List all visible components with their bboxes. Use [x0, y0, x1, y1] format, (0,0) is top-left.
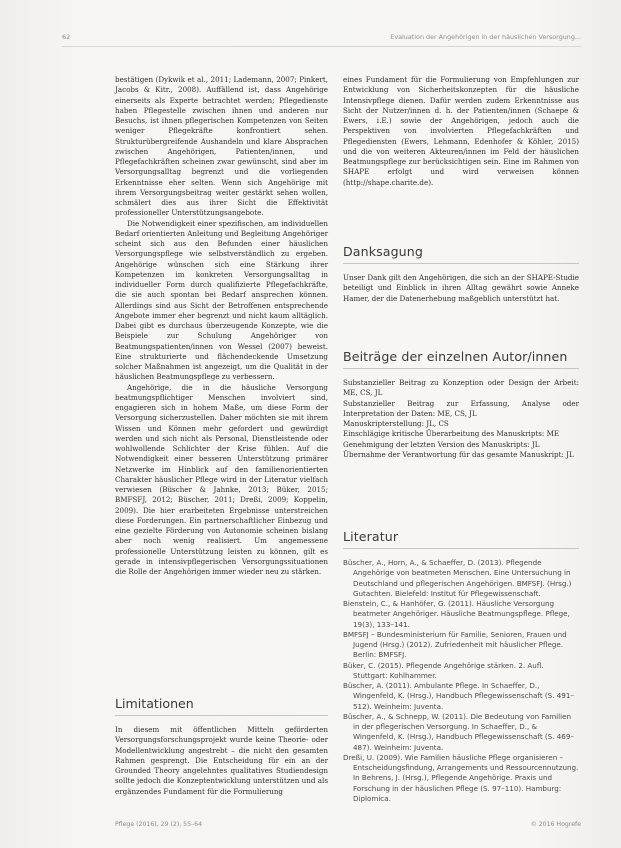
reference-entry: Büscher, A., & Schnepp, W. (2011). Die Bedeutung von Familien in der pflegerischen Versorgung. In Schaeffer, D., & Wingenfeld, K. (Hrsg.), Handbuch Pflegewissenschaft (S. 469–487). Weinheim: Juventa. — [343, 711, 574, 752]
literatur-heading: Literatur — [343, 529, 399, 544]
danksagung-divider — [343, 263, 579, 264]
beitraege-line: Substanzieller Beitrag zu Konzeption oder Design der Arbeit: ME, CS, JL — [343, 378, 579, 398]
limitations-text: In diesem mit öffentlichen Mitteln geförderten Versorgungsforschungsprojekt wurde keine Theorie- oder Modellentwicklung angestrebt – die nicht den gesamten Rahmen gesprengt. Die Entscheidung für ein an der Grounded Theory angelehntes qualitatives Studiendesign sollte jedoch die Konzeptentwicklung unterstützen und als ergänzendes Fundament für die Formulierung — [115, 725, 328, 796]
literatur-divider — [343, 548, 579, 549]
limitations-heading: Limitationen — [115, 696, 194, 711]
beitraege-heading: Beiträge der einzelnen Autor/innen — [343, 349, 568, 364]
beitraege-line: Genehmigung der letzten Version des Manuskripts: JL — [343, 439, 540, 449]
footer-citation: Pflege (2016), 29 (2), 55–64 — [115, 821, 203, 828]
literatur-section — [343, 529, 579, 804]
reference-list — [343, 558, 579, 804]
right-intro-paragraph: eines Fundament für die Formulierung von Empfehlungen zur Entwicklung von Sicherheitskonzepten für die häusliche Intensivpflege dienen. Dafür werden zudem Erkenntnisse aus Sicht der Nutzer/innen d. h. der Patienten/innen (Schaepe & Ewers, i.E.) sowie der Angehörigen, jedoch auch die Perspektiven von involvierten Pflegefachkräften und Pflegediensten (Ewers, Lehmann, Edenhofer & Köhler, 2015) und die von weiteren Akteuren/innen im Feld der häuslichen Beatmungspflege zur berücksichtigen sein. Eine im Rahmen von SHAPE erfolgt und wird verweisen können (http://shape.charite.de). — [343, 75, 579, 187]
left-paragraph-1: bestätigen (Dykwik et al., 2011; Lademann, 2007; Pinkert, Jacobs & Kitr., 2008). Auffällend ist, dass Angehörige einerseits als Experte betrachtet werden; Pflegedienste haben Pflegestelle zwischen ihnen und anderen nur Besuchs, ist ihnen pflegerischen Kompetenzen von Seiten weniger Pflegekräfte konfrontiert sehen. Strukturübergreifende Aushandeln und klare Absprachen zwischen Angehörigen, Patienten/innen, und Pflegefachkräften scheinen zwar gewünscht, sind aber im Versorgungsalltag begrenzt und die vorliegenden Erkenntnisse eher selten. Wenn sich Angehörige mit ihrem Versorgungsbeitrag weiter gestärkt sehen wollen, schmälert dies aus ihrer Sicht die Effektivität professioneller Unterstützungsangebote. — [115, 75, 328, 218]
limitations-divider — [115, 715, 328, 716]
beitraege-line: Einschlägige kritische Überarbeitung des Manuskripts: ME — [343, 429, 560, 439]
reference-entry: Bienstein, C., & Hanhöfer, G. (2011). Häusliche Versorgung beatmeter Angehöriger. Häusliche Beatmungspflege. Pflege, 19(3), 133–141. — [343, 599, 570, 629]
danksagung-heading: Danksagung — [343, 244, 423, 259]
right-column-intro — [343, 75, 579, 188]
running-title: Evaluation der Angehörigen in der häuslichen Versorgung... — [390, 33, 581, 41]
reference-entry: Büscher, A. (2011). Ambulante Pflege. In Schaeffer, D., Wingenfeld, K. (Hrsg.), Handbuch Pflegewissenschaft (S. 491–512). Weinheim: Juventa. — [343, 681, 574, 711]
danksagung-section — [343, 244, 579, 304]
beitraege-section — [343, 349, 579, 460]
left-paragraph-3: Angehörige, die in die häusliche Versorgung beatmungspflichtiger Menschen involviert sind, engagieren sich in hohem Maße, um diese Form der Versorgung sicherzustellen. Daher möchten sie mit ihrem Wissen und Können mehr gefordert und gewürdigt werden und sich nicht als Personal, Dienstleistende oder wohlwollende Schlichter der Krise fühlen. Auf die Notwendigkeit einer besseren Unterstützung primärer Netzwerke im Hinblick auf den familienorientierten Charakter häuslicher Pflege wird in der Literatur vielfach verwiesen (Büscher & Jahnke, 2013; Büker, 2015; BMFSFJ, 2012; Büscher, 2011; Dreßi, 2009; Koppelin, 2009). Die hier erarbeiteten Ergebnisse unterstreichen diese Forderungen. Ein partnerschaftlicher Einbezug und eine gezielte Förderung von Autonomie scheinen bislang aber noch wenig realisiert. Um angemessene professionelle Unterstützung leisten zu können, gilt es gerade in intensivpflegerischen Versorgungssituationen die Rolle der Angehörigen immer wieder neu zu stärken. — [115, 382, 328, 576]
beitraege-divider — [343, 368, 579, 369]
beitraege-line: Substanzieller Beitrag zur Erfassung, Analyse oder Interpretation der Daten: ME, CS, JL — [343, 398, 579, 418]
footer-copyright: © 2016 Hogrefe — [530, 821, 581, 828]
danksagung-text: Unser Dank gilt den Angehörigen, die sich an der SHAPE-Studie beteiligt und Einblick in ihren Alltag gewährt sowie Anneke Hamer, der die Datenerhebung maßgeblich unterstützt hat. — [343, 273, 579, 303]
beitraege-line: Übernahme der Verantwortung für das gesamte Manuskript: JL — [343, 449, 574, 459]
reference-entry: Büscher, A., Horn, A., & Schaeffer, D. (2013). Pflegende Angehörige von beatmeten Menschen. Eine Untersuchung in Deutschland und pflegerischen Angehörigen. BMFSFJ. (Hrsg.) Gutachten. Bielefeld: Institut für Pflegewissenschaft. — [343, 558, 572, 598]
reference-entry: Dreßi, U. (2009). Wie Familien häusliche Pflege organisieren – Entscheidungsfindung, Arrangements und Ressourcennutzung. In Behrens, J. (Hrsg.), Pflegende Angehörige. Praxis und Forschung in der häuslichen Pflege (S. 97–110). Hamburg: Diplomica. — [343, 752, 579, 803]
left-column — [115, 75, 328, 577]
left-paragraph-2: Die Notwendigkeit einer spezifischen, am individuellen Bedarf orientierten Anleitung und Begleitung Angehöriger scheint sich aus den Befunden einer häuslichen Versorgungspflege wie selbstverständlich zu ergeben. Angehörige wünschen sich eine Stärkung ihrer Kompetenzen im konkreten Versorgungsalltag in individueller Form durch qualifizierte Pflegefachkräfte, die sie auch spontan bei Bedarf ansprechen können. Allerdings sind aus Sicht der Betroffenen entsprechende Angebote immer eher begrenzt und nicht kaum alltäglich. Dabei gibt es durchaus überzeugende Konzepte, wie die Beispiele zur Schulung Angehöriger von Beatmungspatienten/innen von Wessel (2007) beweist. Eine strukturierte und flächendeckende Umsetzung solcher Maßnahmen ist angezeigt, um die Qualität in der häuslichen Beatmungspflege zu verbessern. — [115, 218, 328, 382]
reference-entry: Büker, C. (2015). Pflegende Angehörige stärken. 2. Aufl. Stuttgart: Kohlhammer. — [343, 660, 544, 680]
beitraege-body — [343, 378, 579, 460]
page-number: 62 — [62, 33, 71, 41]
limitations-section — [115, 696, 328, 797]
beitraege-line: Manuskripterstellung: JL, CS — [343, 419, 449, 428]
header-divider — [62, 46, 581, 47]
reference-entry: BMFSFJ – Bundesministerium für Familie, Senioren, Frauen und Jugend (Hrsg.) (2012). Zufriedenheit mit häuslicher Pflege. Berlin: BMFSFJ. — [343, 629, 567, 660]
